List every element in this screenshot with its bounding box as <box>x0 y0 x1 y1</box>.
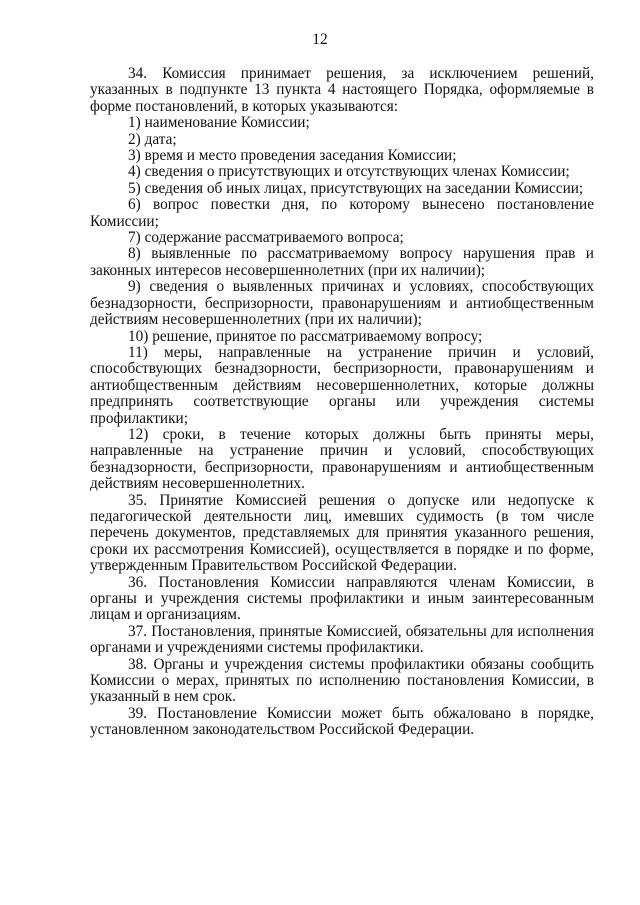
list-item-4: 4) сведения о присутствующих и отсутствующих членах Комиссии; <box>128 163 570 181</box>
list-item-6: 6) вопрос повестки дня, по которому вынесено постановление Комиссии; <box>90 196 594 230</box>
list-item-5: 5) сведения об иных лицах, присутствующих на заседании Комиссии; <box>128 179 584 197</box>
list-item-10: 10) решение, принятое по рассматриваемому вопросу; <box>128 327 483 345</box>
list-item-1: 1) наименование Комиссии; <box>128 114 310 132</box>
paragraph-37: 37. Постановления, принятые Комиссией, обязательны для исполнения органами и учреждениями системы профилактики. <box>90 622 594 657</box>
list-item-7: 7) содержание рассматриваемого вопроса; <box>128 229 404 247</box>
paragraph-35: 35. Принятие Комиссией решения о допуске или недопуске к педагогической деятельности лиц, имевших судимость (в том числе перечень документов, представляемых для принятия указанного решения, сроки их рассмотрения Комиссией), осуществляется в порядке и по форме, утвержденным Правительством Российской Федерации. <box>90 491 594 575</box>
list-item-12: 12) сроки, в течение которых должны быть приняты меры, направленные на устранение причин и условий, способствующих безнадзорности, беспризорности, правонарушениям и антиобщественным действиям несовершеннолетних. <box>90 425 594 493</box>
list-item-9: 9) сведения о выявленных причинах и условиях, способствующих безнадзорности, беспризорности, правонарушениям и антиобщественным действиям несовершеннолетних (при их наличии); <box>90 278 594 329</box>
list-item-11: 11) меры, направленные на устранение причин и условий, способствующих безнадзорности, беспризорности, правонарушениям и антиобщественным действиям несовершеннолетних, которые должны предпринять соответствующие органы или учреждения системы профилактики; <box>90 343 594 427</box>
paragraph-38: 38. Органы и учреждения системы профилактики обязаны сообщить Комиссии о мерах, принятых по исполнению постановления Комиссии, в указанный в нем срок. <box>90 655 594 706</box>
list-item-2: 2) дата; <box>128 130 177 148</box>
document-body <box>90 66 594 739</box>
list-item-3: 3) время и место проведения заседания Комиссии; <box>128 147 457 165</box>
list-item-8: 8) выявленные по рассматриваемому вопросу нарушения прав и законных интересов несовершеннолетних (при их наличии); <box>90 245 594 279</box>
paragraph-39: 39. Постановление Комиссии может быть обжаловано в порядке, установленном законодательством Российской Федерации. <box>90 704 594 739</box>
paragraph-36: 36. Постановления Комиссии направляются членам Комиссии, в органы и учреждения системы профилактики и иным заинтересованным лицам и организациям. <box>90 573 594 624</box>
page-number: 12 <box>312 31 328 48</box>
paragraph-34: 34. Комиссия принимает решения, за исключением решений, указанных в подпункте 13 пункта 4 настоящего Порядка, оформляемые в форме постановлений, в которых указываются: <box>90 65 594 115</box>
